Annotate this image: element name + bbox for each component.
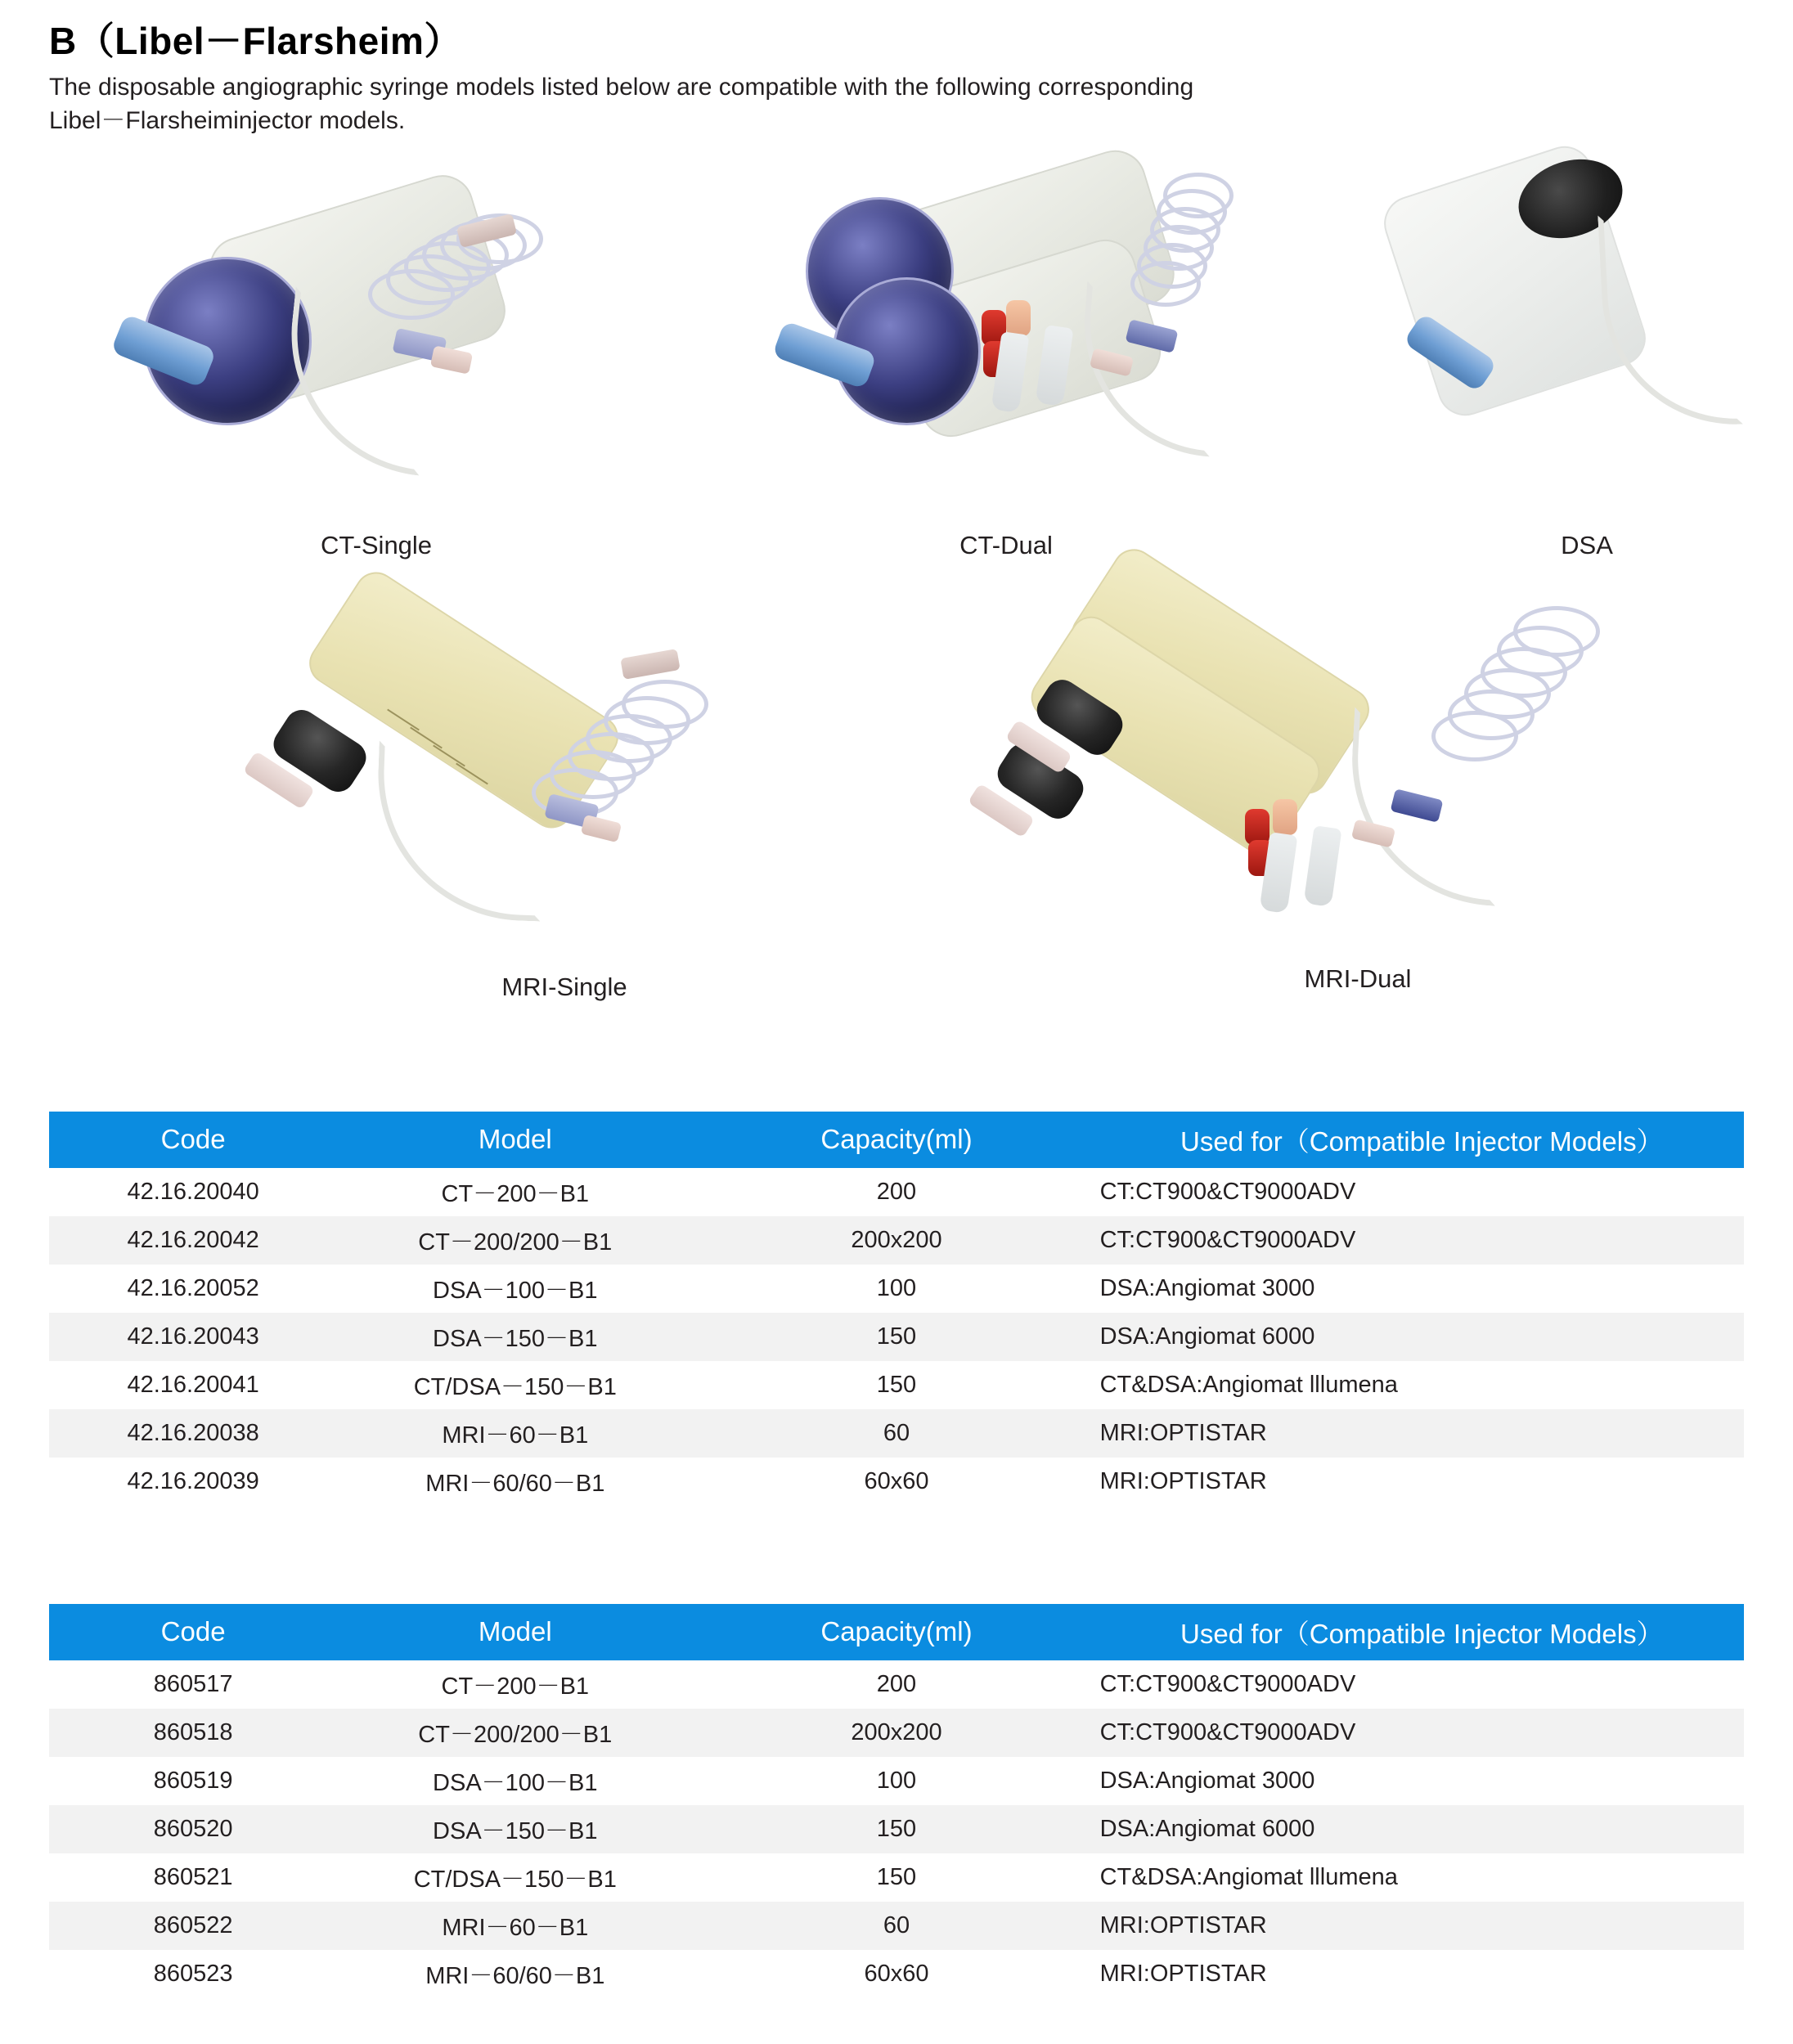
- caption-mri-single: MRI-Single: [501, 972, 627, 1001]
- cell-capacity: 200: [876, 1670, 917, 1697]
- cell-code: 860520: [153, 1815, 233, 1842]
- spec-table-1-block: [49, 1112, 1744, 1552]
- cell-model: MRI－60/60－B1: [425, 1470, 605, 1497]
- cell-code: 860517: [153, 1670, 233, 1697]
- caption-mri-dual: MRI-Dual: [1304, 964, 1412, 993]
- figure-ct-dual: [761, 163, 1350, 523]
- cell-capacity: 60: [883, 1419, 910, 1446]
- mri-dual-spike-2: [1303, 825, 1341, 907]
- figure-dsa: [1358, 146, 1793, 506]
- cell-capacity: 100: [876, 1274, 917, 1301]
- cell-model: DSA－150－B1: [433, 1817, 598, 1844]
- table-2-header-model: Model: [337, 1604, 693, 1660]
- cell-code: 860518: [153, 1718, 233, 1745]
- table-row: [49, 1361, 1744, 1409]
- table-row: [49, 1265, 1744, 1313]
- cell-model: CT/DSA－150－B1: [413, 1373, 617, 1400]
- table-row: [49, 1168, 1744, 1216]
- cell-model: CT－200－B1: [441, 1673, 590, 1700]
- dsa-tube: [1598, 209, 1743, 431]
- table-row: [49, 1216, 1744, 1265]
- cell-code: 42.16.20052: [127, 1274, 259, 1301]
- cell-usedfor: CT:CT900&CT9000ADV: [1099, 1178, 1356, 1205]
- intro-line-2: Libel－Flarsheiminjector models.: [49, 107, 406, 135]
- table-row: [49, 1805, 1744, 1853]
- cell-capacity: 60: [883, 1911, 910, 1938]
- table-1-header-model: Model: [337, 1112, 693, 1168]
- cell-usedfor: MRI:OPTISTAR: [1099, 1467, 1267, 1494]
- cell-usedfor: DSA:Angiomat 3000: [1099, 1767, 1315, 1794]
- cell-model: MRI－60－B1: [442, 1422, 589, 1449]
- caption-ct-dual: CT-Dual: [959, 530, 1053, 559]
- cell-capacity: 150: [876, 1863, 917, 1890]
- cell-usedfor: MRI:OPTISTAR: [1099, 1419, 1267, 1446]
- cell-code: 860519: [153, 1767, 233, 1794]
- cell-code: 42.16.20040: [127, 1178, 259, 1205]
- mri-dual-cap-peach-1: [1273, 799, 1297, 835]
- cell-usedfor: MRI:OPTISTAR: [1099, 1911, 1267, 1938]
- cell-model: CT－200/200－B1: [418, 1721, 613, 1748]
- spec-table-1: [49, 1112, 1744, 1552]
- product-figures: [49, 146, 1744, 1112]
- table-2-header-code: Code: [49, 1604, 337, 1660]
- cell-model: CT－200/200－B1: [418, 1229, 613, 1256]
- cell-capacity: 150: [876, 1371, 917, 1398]
- table-row: [49, 1902, 1744, 1950]
- paren-close: ）: [424, 20, 462, 62]
- cell-usedfor: CT:CT900&CT9000ADV: [1099, 1226, 1356, 1253]
- table-spacer: [49, 1552, 1744, 1604]
- cell-code: 860523: [153, 1960, 233, 1987]
- cell-capacity: 150: [876, 1815, 917, 1842]
- cell-model: DSA－100－B1: [433, 1769, 598, 1796]
- spec-table-2-block: [49, 1604, 1744, 2044]
- table-row: [49, 1313, 1744, 1361]
- table-2-header-capacity: Capacity(ml): [693, 1604, 1099, 1660]
- cell-usedfor: CT&DSA:Angiomat lllumena: [1099, 1863, 1398, 1890]
- cell-code: 42.16.20038: [127, 1419, 259, 1446]
- mri-single-tube: [373, 740, 546, 921]
- cell-usedfor: DSA:Angiomat 6000: [1099, 1323, 1315, 1350]
- cell-model: CT－200－B1: [441, 1180, 590, 1207]
- cell-model: MRI－60/60－B1: [425, 1962, 605, 1989]
- cell-model: MRI－60－B1: [442, 1914, 589, 1941]
- cell-code: 42.16.20043: [127, 1323, 259, 1350]
- mri-single-connector-top: [620, 649, 680, 680]
- table-row-spacer: [49, 1998, 1744, 2044]
- cell-usedfor: CT:CT900&CT9000ADV: [1099, 1670, 1356, 1697]
- spec-table-2: [49, 1604, 1744, 2044]
- cell-capacity: 200x200: [851, 1226, 942, 1253]
- table-row: [49, 1409, 1744, 1458]
- cell-capacity: 60x60: [864, 1467, 929, 1494]
- caption-ct-single: CT-Single: [320, 530, 433, 559]
- paren-open: （: [76, 20, 115, 62]
- cell-capacity: 150: [876, 1323, 917, 1350]
- ct-dual-cap-peach-1: [1006, 300, 1031, 336]
- figure-ct-single: [98, 171, 654, 514]
- cell-usedfor: CT&DSA:Angiomat lllumena: [1099, 1371, 1398, 1398]
- page: [0, 11, 1793, 1989]
- cell-capacity: 200: [876, 1178, 917, 1205]
- table-2-header-usedfor: Used for（Compatible Injector Models）: [1100, 1604, 1744, 1660]
- mri-dual-coil: [1431, 604, 1636, 801]
- table-1-header-code: Code: [49, 1112, 337, 1168]
- table-1-header-row: [49, 1112, 1744, 1168]
- table-row: [49, 1709, 1744, 1757]
- cell-code: 42.16.20041: [127, 1371, 259, 1398]
- intro-line-1: The disposable angiographic syringe models listed below are compatible with the following corresponding: [49, 74, 1194, 101]
- mri-single-coil: [532, 678, 728, 866]
- page-title: [49, 11, 1744, 65]
- cell-model: CT/DSA－150－B1: [413, 1866, 617, 1893]
- table-row-spacer: [49, 1506, 1744, 1552]
- caption-dsa: DSA: [1561, 530, 1613, 559]
- cell-usedfor: MRI:OPTISTAR: [1099, 1960, 1267, 1987]
- intro-paragraph: [49, 70, 1440, 138]
- cell-capacity: 60x60: [864, 1960, 929, 1987]
- cell-usedfor: DSA:Angiomat 3000: [1099, 1274, 1315, 1301]
- section-letter: B: [49, 20, 77, 62]
- table-2-header-row: [49, 1604, 1744, 1660]
- cell-usedfor: DSA:Angiomat 6000: [1099, 1815, 1315, 1842]
- cell-model: DSA－100－B1: [433, 1277, 598, 1304]
- section-title-text: Libel－Flarsheim: [115, 20, 425, 62]
- cell-code: 860521: [153, 1863, 233, 1890]
- cell-usedfor: CT:CT900&CT9000ADV: [1099, 1718, 1356, 1745]
- cell-capacity: 100: [876, 1767, 917, 1794]
- table-row: [49, 1660, 1744, 1709]
- figure-mri-dual: [1022, 588, 1693, 948]
- table-row: [49, 1458, 1744, 1506]
- ct-dual-coil: [1130, 171, 1294, 351]
- table-row: [49, 1950, 1744, 1998]
- cell-code: 860522: [153, 1911, 233, 1938]
- cell-code: 42.16.20039: [127, 1467, 259, 1494]
- figure-mri-single: [262, 604, 851, 948]
- cell-code: 42.16.20042: [127, 1226, 259, 1253]
- cell-model: DSA－150－B1: [433, 1325, 598, 1352]
- cell-capacity: 200x200: [851, 1718, 942, 1745]
- table-1-header-usedfor: Used for（Compatible Injector Models）: [1100, 1112, 1744, 1168]
- table-1-header-capacity: Capacity(ml): [693, 1112, 1099, 1168]
- table-row: [49, 1757, 1744, 1805]
- table-row: [49, 1853, 1744, 1902]
